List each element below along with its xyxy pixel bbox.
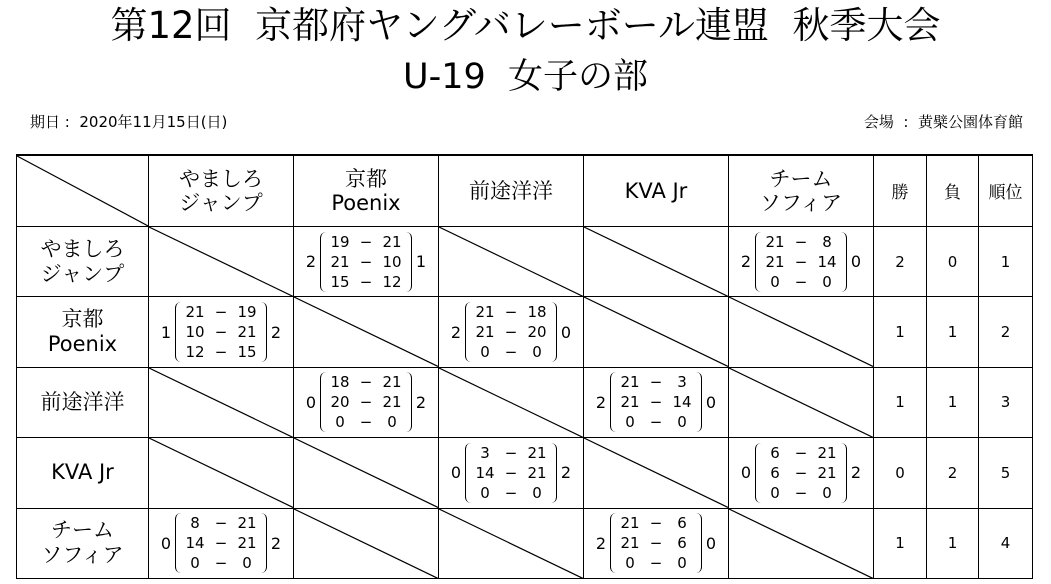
set-score-row <box>762 252 840 272</box>
cell-diagonal <box>584 297 728 366</box>
row-team-name-line2: Poenix <box>47 332 118 357</box>
sets-won-left: 2 <box>305 252 317 272</box>
column-header-team <box>729 155 874 226</box>
sets-won-left: 0 <box>450 463 462 483</box>
cell-diagonal <box>584 438 728 507</box>
column-team-name-line2: ジャンプ <box>179 190 263 215</box>
row-header-team <box>17 297 149 367</box>
set-score-away: 18 <box>527 303 547 322</box>
sets-won-right: 0 <box>850 252 862 272</box>
set-score-home: 10 <box>185 323 205 342</box>
set-score-home: 15 <box>330 272 350 291</box>
cell-diagonal <box>294 438 438 507</box>
set-score-away: 21 <box>382 373 402 392</box>
event-venue: 会場 : 黄檗公園体育館 <box>863 113 1023 131</box>
header-row <box>17 155 1033 226</box>
set-score-row <box>762 463 840 483</box>
set-score-away: 19 <box>237 303 257 322</box>
row-team-name-line2: ジャンプ <box>40 261 125 286</box>
score-dash: − <box>359 252 373 271</box>
score-dash: − <box>504 343 518 362</box>
sets-won-left: 2 <box>740 252 752 272</box>
league-table <box>16 154 1033 579</box>
cell-diagonal <box>149 227 293 296</box>
score-dash: − <box>649 554 663 573</box>
set-score-away: 14 <box>672 393 692 412</box>
match-result <box>584 509 728 578</box>
set-score-home: 21 <box>620 514 640 533</box>
score-dash: − <box>359 393 373 412</box>
sets-won-left: 2 <box>595 392 607 412</box>
set-score-home: 21 <box>765 232 785 251</box>
set-score-away: 6 <box>677 534 687 553</box>
match-result-cell <box>584 508 729 578</box>
score-dash: − <box>214 343 228 362</box>
cell-diagonal <box>439 509 583 578</box>
corner-diagonal <box>17 156 148 226</box>
score-dash: − <box>649 413 663 432</box>
sets-won-right: 0 <box>705 533 717 553</box>
sets-won-right: 0 <box>560 322 572 342</box>
column-team-name <box>625 179 688 203</box>
rank-cell: 1 <box>979 226 1033 296</box>
set-score-home: 0 <box>480 343 490 362</box>
losses-cell: 0 <box>927 226 979 296</box>
set-score-row <box>327 412 405 432</box>
set-score-row <box>762 232 840 252</box>
set-score-home: 21 <box>475 303 495 322</box>
self-match-cell <box>439 367 584 437</box>
column-team-name-line2: Poenix <box>331 190 401 215</box>
set-score-away: 8 <box>822 232 832 251</box>
column-header-team <box>439 155 584 226</box>
set-scores <box>175 302 267 362</box>
set-score-row <box>617 392 695 412</box>
set-score-row <box>182 322 260 342</box>
sets-won-left: 0 <box>305 392 317 412</box>
score-dash: − <box>794 252 808 271</box>
match-result-cell <box>584 367 729 437</box>
set-score-home: 18 <box>330 373 350 392</box>
column-header-team <box>294 155 439 226</box>
losses-cell: 1 <box>927 297 979 367</box>
row-team-name-line1: チーム <box>50 518 114 543</box>
corner-cell <box>17 155 149 226</box>
score-dash: − <box>794 443 808 462</box>
row-team-name-line1: 前途洋洋 <box>40 389 125 414</box>
losses-cell: 1 <box>927 508 979 578</box>
sets-won-right: 0 <box>705 392 717 412</box>
set-score-away: 0 <box>677 413 687 432</box>
match-result-cell <box>294 226 439 296</box>
score-dash: − <box>504 323 518 342</box>
set-score-home: 21 <box>475 323 495 342</box>
row-header-team <box>17 508 149 578</box>
wins-cell: 1 <box>874 508 927 578</box>
row-team-name-line1: 京都 <box>61 307 104 332</box>
set-score-away: 12 <box>382 272 402 291</box>
column-team-name-line1: 京都 <box>344 166 387 191</box>
set-score-home: 0 <box>190 554 200 573</box>
set-score-row <box>617 372 695 392</box>
set-score-row <box>762 483 840 503</box>
wins-cell: 1 <box>874 297 927 367</box>
set-score-home: 19 <box>330 232 350 251</box>
set-score-away: 21 <box>237 534 257 553</box>
score-dash: − <box>214 303 228 322</box>
set-score-away: 0 <box>532 343 542 362</box>
team-row <box>17 508 1033 578</box>
no-match-cell <box>439 508 584 578</box>
match-result-cell <box>729 226 874 296</box>
sets-won-left: 1 <box>160 322 172 342</box>
set-score-home: 0 <box>625 554 635 573</box>
set-score-away: 0 <box>677 554 687 573</box>
score-dash: − <box>214 554 228 573</box>
score-dash: − <box>214 534 228 553</box>
match-result-cell <box>439 297 584 367</box>
set-score-home: 3 <box>480 443 490 462</box>
set-score-home: 6 <box>770 463 780 482</box>
column-team-name-line1: 前途洋洋 <box>469 178 553 203</box>
column-header-team <box>149 155 294 226</box>
rank-cell: 3 <box>979 367 1033 437</box>
rank-cell: 4 <box>979 508 1033 578</box>
column-team-name-line1: KVA Jr <box>624 178 688 203</box>
no-match-cell <box>149 367 294 437</box>
set-score-home: 21 <box>620 393 640 412</box>
score-dash: − <box>649 514 663 533</box>
score-dash: − <box>794 463 808 482</box>
set-score-away: 21 <box>527 463 547 482</box>
sets-won-left: 0 <box>160 533 172 553</box>
set-score-row <box>472 322 550 342</box>
self-match-cell <box>294 297 439 367</box>
set-score-row <box>182 513 260 533</box>
set-score-away: 21 <box>237 514 257 533</box>
match-result-cell <box>439 438 584 508</box>
set-score-row <box>762 443 840 463</box>
match-result <box>149 297 293 366</box>
set-scores <box>610 513 702 573</box>
set-score-home: 14 <box>185 534 205 553</box>
score-dash: − <box>504 443 518 462</box>
set-score-home: 0 <box>770 272 780 291</box>
score-dash: − <box>214 514 228 533</box>
set-score-home: 21 <box>185 303 205 322</box>
wins-cell: 1 <box>874 367 927 437</box>
set-scores <box>610 372 702 432</box>
set-score-row <box>327 372 405 392</box>
score-dash: − <box>359 373 373 392</box>
self-match-cell <box>584 438 729 508</box>
set-scores <box>755 443 847 503</box>
row-team-name-line2: ソフィア <box>41 543 124 568</box>
set-score-home: 0 <box>770 483 780 502</box>
column-team-name-line1: やましろ <box>179 166 263 191</box>
no-match-cell <box>439 226 584 296</box>
score-dash: − <box>649 373 663 392</box>
set-score-away: 21 <box>817 463 837 482</box>
score-dash: − <box>359 232 373 251</box>
row-team-name-line1: KVA Jr <box>51 460 114 485</box>
event-date: 期日 : 2020年11月15日(日) <box>30 113 228 131</box>
set-scores <box>465 302 557 362</box>
set-scores <box>320 232 412 292</box>
row-team-name <box>48 307 117 357</box>
team-row <box>17 297 1033 367</box>
row-header-team <box>17 226 149 296</box>
team-row <box>17 226 1033 296</box>
set-score-row <box>472 342 550 362</box>
score-dash: − <box>649 534 663 553</box>
row-team-name <box>41 390 125 415</box>
score-dash: − <box>214 323 228 342</box>
set-score-away: 0 <box>242 554 252 573</box>
match-result-cell <box>294 367 439 437</box>
set-score-away: 21 <box>382 232 402 251</box>
cell-diagonal <box>729 368 873 437</box>
set-score-home: 21 <box>330 252 350 271</box>
column-header-team <box>584 155 729 226</box>
set-scores <box>320 372 412 432</box>
sets-won-left: 0 <box>740 463 752 483</box>
set-score-row <box>472 463 550 483</box>
sets-won-right: 2 <box>270 533 282 553</box>
team-row <box>17 438 1033 508</box>
no-match-cell <box>149 438 294 508</box>
wins-cell: 0 <box>874 438 927 508</box>
cell-diagonal <box>439 227 583 296</box>
tournament-title: 第12回 京都府ヤングバレーボール連盟 秋季大会 <box>110 4 941 47</box>
rank-cell: 2 <box>979 297 1033 367</box>
sets-won-left: 2 <box>450 322 462 342</box>
score-dash: − <box>794 272 808 291</box>
sets-won-right: 1 <box>415 252 427 272</box>
sets-won-right: 2 <box>850 463 862 483</box>
rank-header: 順位 <box>979 155 1033 226</box>
set-score-home: 21 <box>620 534 640 553</box>
division-title: U-19 女子の部 <box>402 57 649 97</box>
row-team-name-line1: やましろ <box>40 236 125 261</box>
row-team-name <box>51 460 114 485</box>
column-team-name <box>179 167 263 215</box>
set-score-row <box>617 513 695 533</box>
losses-cell: 2 <box>927 438 979 508</box>
row-team-name <box>41 518 123 568</box>
column-team-name <box>469 179 553 203</box>
set-score-away: 6 <box>677 514 687 533</box>
loss-header: 負 <box>927 155 979 226</box>
column-team-name <box>760 167 842 215</box>
match-result-cell <box>149 508 294 578</box>
set-score-row <box>182 553 260 573</box>
score-dash: − <box>504 303 518 322</box>
match-result-cell <box>149 297 294 367</box>
sets-won-right: 2 <box>560 463 572 483</box>
match-result <box>729 438 873 507</box>
score-dash: − <box>794 483 808 502</box>
set-score-home: 0 <box>335 413 345 432</box>
score-dash: − <box>359 272 373 291</box>
set-score-away: 20 <box>527 323 547 342</box>
set-score-away: 0 <box>822 483 832 502</box>
row-header-team <box>17 438 149 508</box>
cell-diagonal <box>729 509 873 578</box>
set-score-home: 6 <box>770 443 780 462</box>
no-match-cell <box>729 297 874 367</box>
cell-diagonal <box>294 509 438 578</box>
set-score-home: 0 <box>625 413 635 432</box>
wins-cell: 2 <box>874 226 927 296</box>
self-match-cell <box>729 508 874 578</box>
set-score-home: 20 <box>330 393 350 412</box>
set-score-home: 8 <box>190 514 200 533</box>
set-score-row <box>182 302 260 322</box>
score-dash: − <box>504 483 518 502</box>
set-score-row <box>327 392 405 412</box>
set-score-away: 0 <box>822 272 832 291</box>
rank-cell: 5 <box>979 438 1033 508</box>
set-score-home: 12 <box>185 343 205 362</box>
set-score-row <box>182 342 260 362</box>
set-score-row <box>327 232 405 252</box>
set-score-row <box>617 533 695 553</box>
cell-diagonal <box>584 227 728 296</box>
set-score-row <box>327 252 405 272</box>
set-score-away: 10 <box>382 252 402 271</box>
set-score-home: 14 <box>475 463 495 482</box>
set-scores <box>755 232 847 292</box>
cell-diagonal <box>149 438 293 507</box>
set-score-away: 21 <box>527 443 547 462</box>
set-score-home: 21 <box>765 252 785 271</box>
set-score-row <box>617 553 695 573</box>
column-team-name <box>331 167 400 215</box>
row-header-team <box>17 367 149 437</box>
self-match-cell <box>149 226 294 296</box>
set-score-row <box>472 443 550 463</box>
match-result <box>149 509 293 578</box>
no-match-cell <box>584 226 729 296</box>
set-score-row <box>472 483 550 503</box>
set-score-row <box>617 412 695 432</box>
score-dash: − <box>504 463 518 482</box>
losses-cell: 1 <box>927 367 979 437</box>
set-score-row <box>472 302 550 322</box>
match-result-cell <box>729 438 874 508</box>
column-team-name-line2: ソフィア <box>759 190 843 215</box>
set-scores <box>465 443 557 503</box>
no-match-cell <box>584 297 729 367</box>
sets-won-left: 2 <box>595 533 607 553</box>
row-team-name <box>41 237 125 287</box>
sets-won-right: 2 <box>270 322 282 342</box>
set-score-home: 21 <box>620 373 640 392</box>
set-score-away: 21 <box>382 393 402 412</box>
score-dash: − <box>649 393 663 412</box>
match-result <box>439 438 583 507</box>
cell-diagonal <box>294 297 438 366</box>
set-score-away: 15 <box>237 343 257 362</box>
set-score-row <box>327 272 405 292</box>
set-score-away: 21 <box>817 443 837 462</box>
set-score-row <box>762 272 840 292</box>
score-dash: − <box>794 232 808 251</box>
cell-diagonal <box>439 368 583 437</box>
match-result <box>584 368 728 437</box>
score-dash: − <box>359 413 373 432</box>
win-header: 勝 <box>874 155 927 226</box>
match-result <box>294 227 438 296</box>
set-score-away: 3 <box>677 373 687 392</box>
cell-diagonal <box>149 368 293 437</box>
set-score-row <box>182 533 260 553</box>
set-score-away: 0 <box>532 483 542 502</box>
sets-won-right: 2 <box>415 392 427 412</box>
team-row <box>17 367 1033 437</box>
match-result <box>439 297 583 366</box>
set-score-away: 14 <box>817 252 837 271</box>
column-team-name-line1: チーム <box>769 166 833 191</box>
no-match-cell <box>294 508 439 578</box>
cell-diagonal <box>729 297 873 366</box>
match-result <box>294 368 438 437</box>
set-scores <box>175 513 267 573</box>
set-score-away: 21 <box>237 323 257 342</box>
set-score-away: 0 <box>387 413 397 432</box>
set-score-home: 0 <box>480 483 490 502</box>
match-result <box>729 227 873 296</box>
no-match-cell <box>294 438 439 508</box>
no-match-cell <box>729 367 874 437</box>
